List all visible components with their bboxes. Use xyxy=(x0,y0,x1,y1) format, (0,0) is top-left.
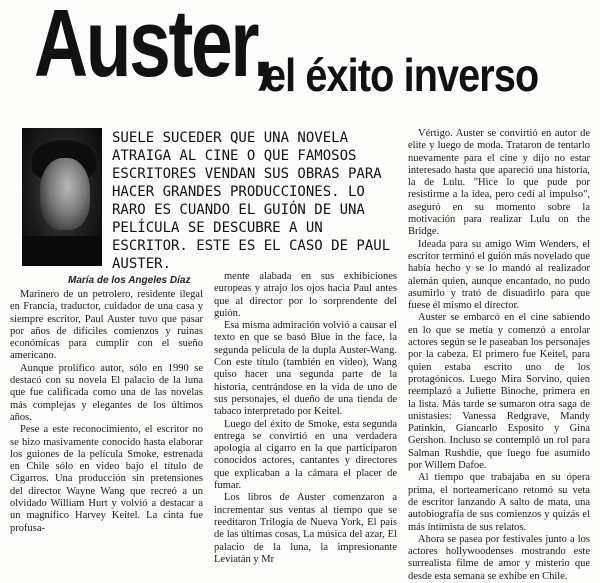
paragraph: Aunque prolífico autor, sólo en 1990 se destacó con su novela El palacio de la luna que fue calificada como una de las novelas más complejas y elegantes de los últimos años. xyxy=(10,362,203,423)
paragraph: Vértigo. Auster se convirtió en autor de elite y luego de moda. Trataron de tentarlo nuevamente para el cine y dijo no estar interesado hasta que apareció una historia, la de Lulu. "Hice lo que pude por resistirme a la idea, pero cedí al impulso", aseguró en su momento sobre la motivación para realizar Lulu on the Bridge. xyxy=(408,128,590,238)
author-photo xyxy=(22,128,102,266)
headline-main: Auster, xyxy=(34,0,272,97)
paragraph: Ideada para su amigo Wim Wenders, el escritor terminó el guión más novelado que había hecho y se lo mandó al realizador alemán quien, aunque encantado, no pudo asumirlo y trató de disuadirlo para que fuese él mismo el director. xyxy=(408,238,590,312)
paragraph: Pese a este reconocimiento, el escritor no se hizo masivamente conocido hasta elaborar los guiones de la película Smoke, estrenada en Chile sólo en video bajo el título de Cigarros. Una producción sin pretensiones del director Wayne Wang que recreó a un olvidado William Hurt y volvió a destacar a un magnífico Harvey Keitel. La cinta fue profusa- xyxy=(10,424,203,534)
paragraph: Auster se embarcó en el cine sabiendo en lo que se metía y comenzó a enrolar actores según se le paseaban los personajes por la cabeza. El primero fue Keitel, para quien estaba escrito uno de los protagónicos. Luego Mira Sorvino, quien reemplazó a Juliette Binoche, primera en la lista. Más tarde se sumaron otra saga de unistasies: Vanessa Redgrave, Mandy Patinkin, Giancarlo Esposito y Gina Gershon. Incluso se contempló un rol para Salman Rushdie, que luego fue asumido por Willem Dafoe. xyxy=(408,312,590,472)
headline-sub: el éxito inverso xyxy=(264,49,539,101)
photo-collar xyxy=(22,236,102,266)
paragraph: Luego del éxito de Smoke, esta segunda entrega se convirtió en una verdadera apología al cigarro en la que participaron conocidos actores, cantantes y directores que explicaban a la cámara el placer de fumar. xyxy=(214,418,397,492)
paragraph: Ahora se pasea por festivales junto a los actores hollywoodenses mostrando este surrealista filme de amor y misterio que desde esta semana se exhibe en Chile. xyxy=(408,533,590,582)
paragraph: Esa misma admiración volvió a causar el texto en que se basó Blue in the face, la segunda película de la dupla Auster-Wang. Con este título (también en video), Wang quiso hacer una segunda parte de la historia, centrándose en la vida de uno de sus personajes, el dueño de una tienda de tabaco interpretado por Keitel. xyxy=(214,320,397,418)
paragraph: Al tiempo que trabajaba en su ópera prima, el norteamericano retomó su veta de escritor lanzando A salto de mata, una autobiografía de sus comienzos y quizás el más íntimista de sus relatos. xyxy=(408,472,590,533)
byline: María de los Angeles Díaz xyxy=(68,275,191,286)
paragraph: Los libros de Auster comenzaron a incrementar sus ventas al tiempo que se reeditaron Trilogía de Nueva York, El país de las últimas cosas, La música del azar, El palacio de la luna, la impresionante Leviatán y Mr xyxy=(214,492,397,565)
paragraph: mente alabada en sus exhibiciones europeas y atrajo los ojos hacia Paul antes que al director por lo sorprendente del guión. xyxy=(214,271,397,319)
body-column-1 xyxy=(10,289,203,535)
photo-face xyxy=(40,158,90,230)
paragraph: Marinero de un petrolero, residente ilegal en Francia, traductor, cuidador de una casa y siempre escritor, Paul Auster tuvo que pasar por años de difíciles comienzos y ruinas económicas para cumplir con el sueño americano. xyxy=(10,289,203,362)
body-column-3 xyxy=(408,128,590,583)
body-column-2 xyxy=(214,271,397,566)
lead-paragraph: SUELE SUCEDER QUE UNA NOVELA ATRAIGA AL CINE O QUE FAMOSOS ESCRITORES VENDAN SUS OBRAS PARA HACER GRANDES PRODUCCIONES. LO RARO ES CUANDO EL GUIÓN DE UNA PELÍCULA SE DESCUBRE A UN ESCRITOR. ESTE ES EL CASO DE PAUL AUSTER. xyxy=(112,130,391,272)
